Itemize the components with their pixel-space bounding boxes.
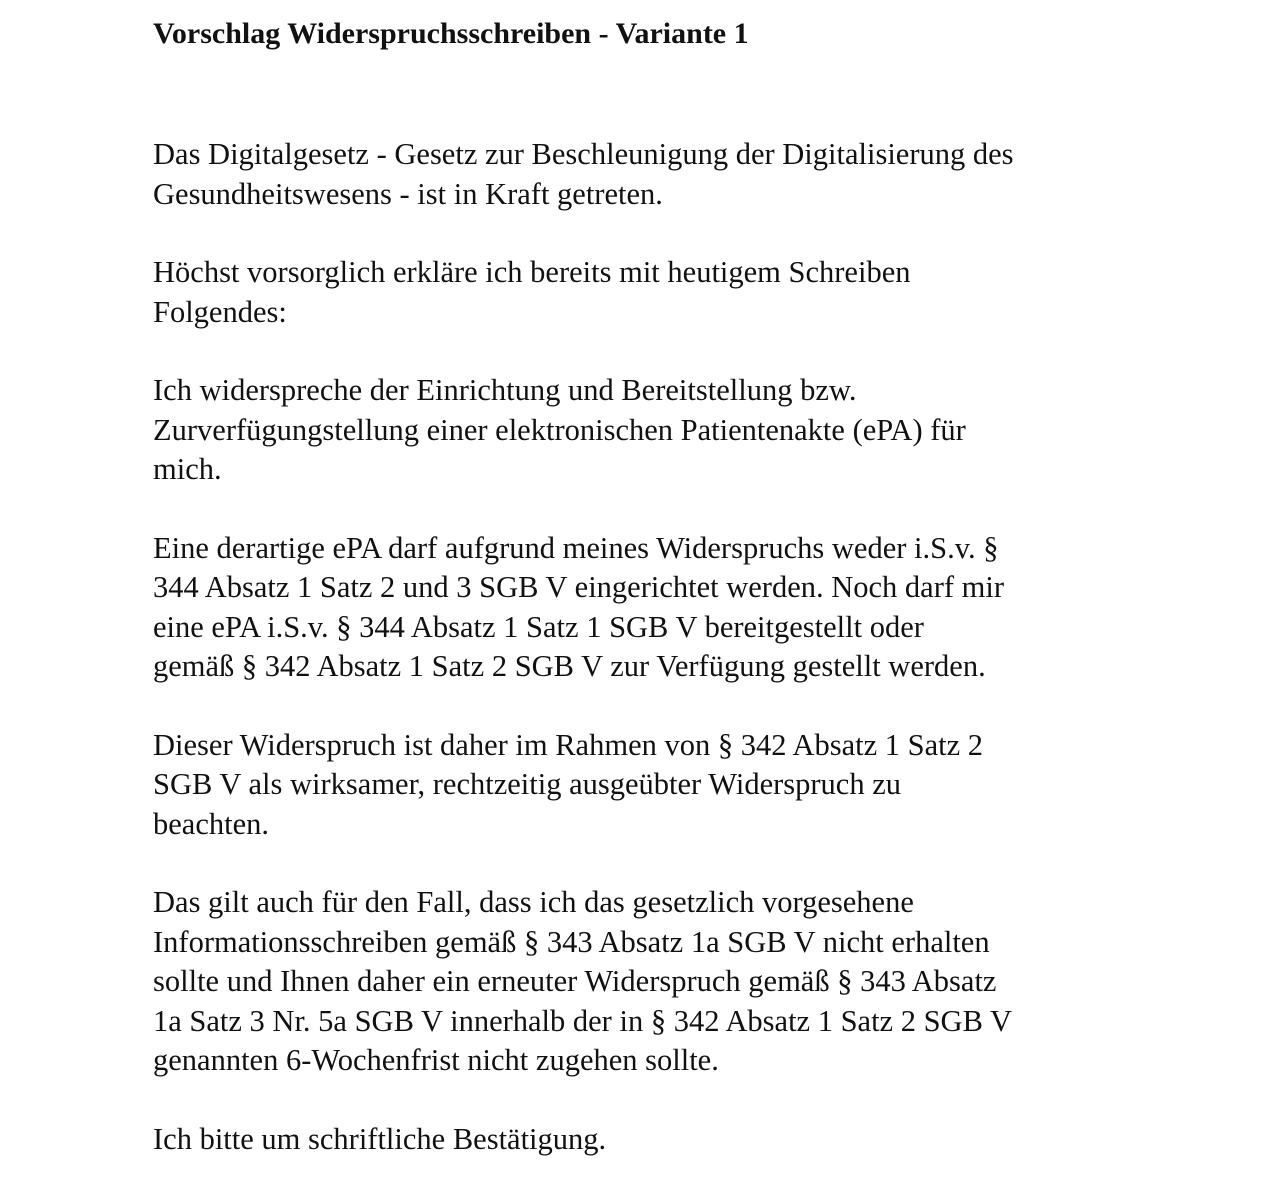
paragraph-line: Dieser Widerspruch ist daher im Rahmen von § 342 Absatz 1 Satz 2 xyxy=(153,727,984,762)
paragraph-line: Gesundheitswesens - ist in Kraft getreten. xyxy=(153,176,663,211)
paragraph-line: beachten. xyxy=(153,806,269,841)
paragraph-line: mich. xyxy=(153,452,222,486)
paragraph-informationsschreiben xyxy=(153,883,1153,1081)
paragraph-epa-einrichtung xyxy=(153,529,1153,687)
paragraph-line: Ich bitte um schriftliche Bestätigung. xyxy=(153,1121,607,1156)
paragraph-line: 344 Absatz 1 Satz 2 und 3 SGB V eingerichtet werden. Noch darf mir xyxy=(153,570,1005,604)
paragraph-line: Eine derartige ePA darf aufgrund meines Widerspruchs weder i.S.v. § xyxy=(153,530,999,565)
paragraph-widerspruch xyxy=(153,371,1153,490)
paragraph-line: genannten 6-Wochenfrist nicht zugehen sollte. xyxy=(153,1043,719,1077)
paragraph-line: eine ePA i.S.v. § 344 Absatz 1 Satz 1 SGB V bereitgestellt oder xyxy=(153,609,924,644)
paragraph-line: 1a Satz 3 Nr. 5a SGB V innerhalb der in § 342 Absatz 1 Satz 2 SGB V xyxy=(153,1003,1013,1038)
paragraph-line: sollte und Ihnen daher ein erneuter Widerspruch gemäß § 343 Absatz xyxy=(153,964,997,998)
paragraph-line: Höchst vorsorglich erkläre ich bereits mit heutigem Schreiben xyxy=(153,255,911,289)
paragraph-wirksamkeit xyxy=(153,726,1153,845)
paragraph-line: Ich widerspreche der Einrichtung und Bereitstellung bzw. xyxy=(153,373,857,407)
paragraph-bestaetigung xyxy=(153,1120,1153,1160)
paragraph-line: SGB V als wirksamer, rechtzeitig ausgeübter Widerspruch zu xyxy=(153,767,901,801)
paragraph-line: Das gilt auch für den Fall, dass ich das gesetzlich vorgesehene xyxy=(153,885,914,919)
paragraph-line: Zurverfügungstellung einer elektronischen Patientenakte (ePA) für xyxy=(153,412,966,447)
document-body xyxy=(153,135,1153,1198)
paragraph-line: Das Digitalgesetz - Gesetz zur Beschleunigung der Digitalisierung des xyxy=(153,137,1014,171)
paragraph-line: Informationsschreiben gemäß § 343 Absatz 1a SGB V nicht erhalten xyxy=(153,924,990,959)
paragraph-line: Folgendes: xyxy=(153,294,287,329)
paragraph-line: gemäß § 342 Absatz 1 Satz 2 SGB V zur Verfügung gestellt werden. xyxy=(153,649,986,683)
document-title: Vorschlag Widerspruchsschreiben - Variante 1 xyxy=(153,17,749,50)
paragraph-erklaerung xyxy=(153,253,1153,332)
paragraph-digitalgesetz xyxy=(153,135,1153,214)
